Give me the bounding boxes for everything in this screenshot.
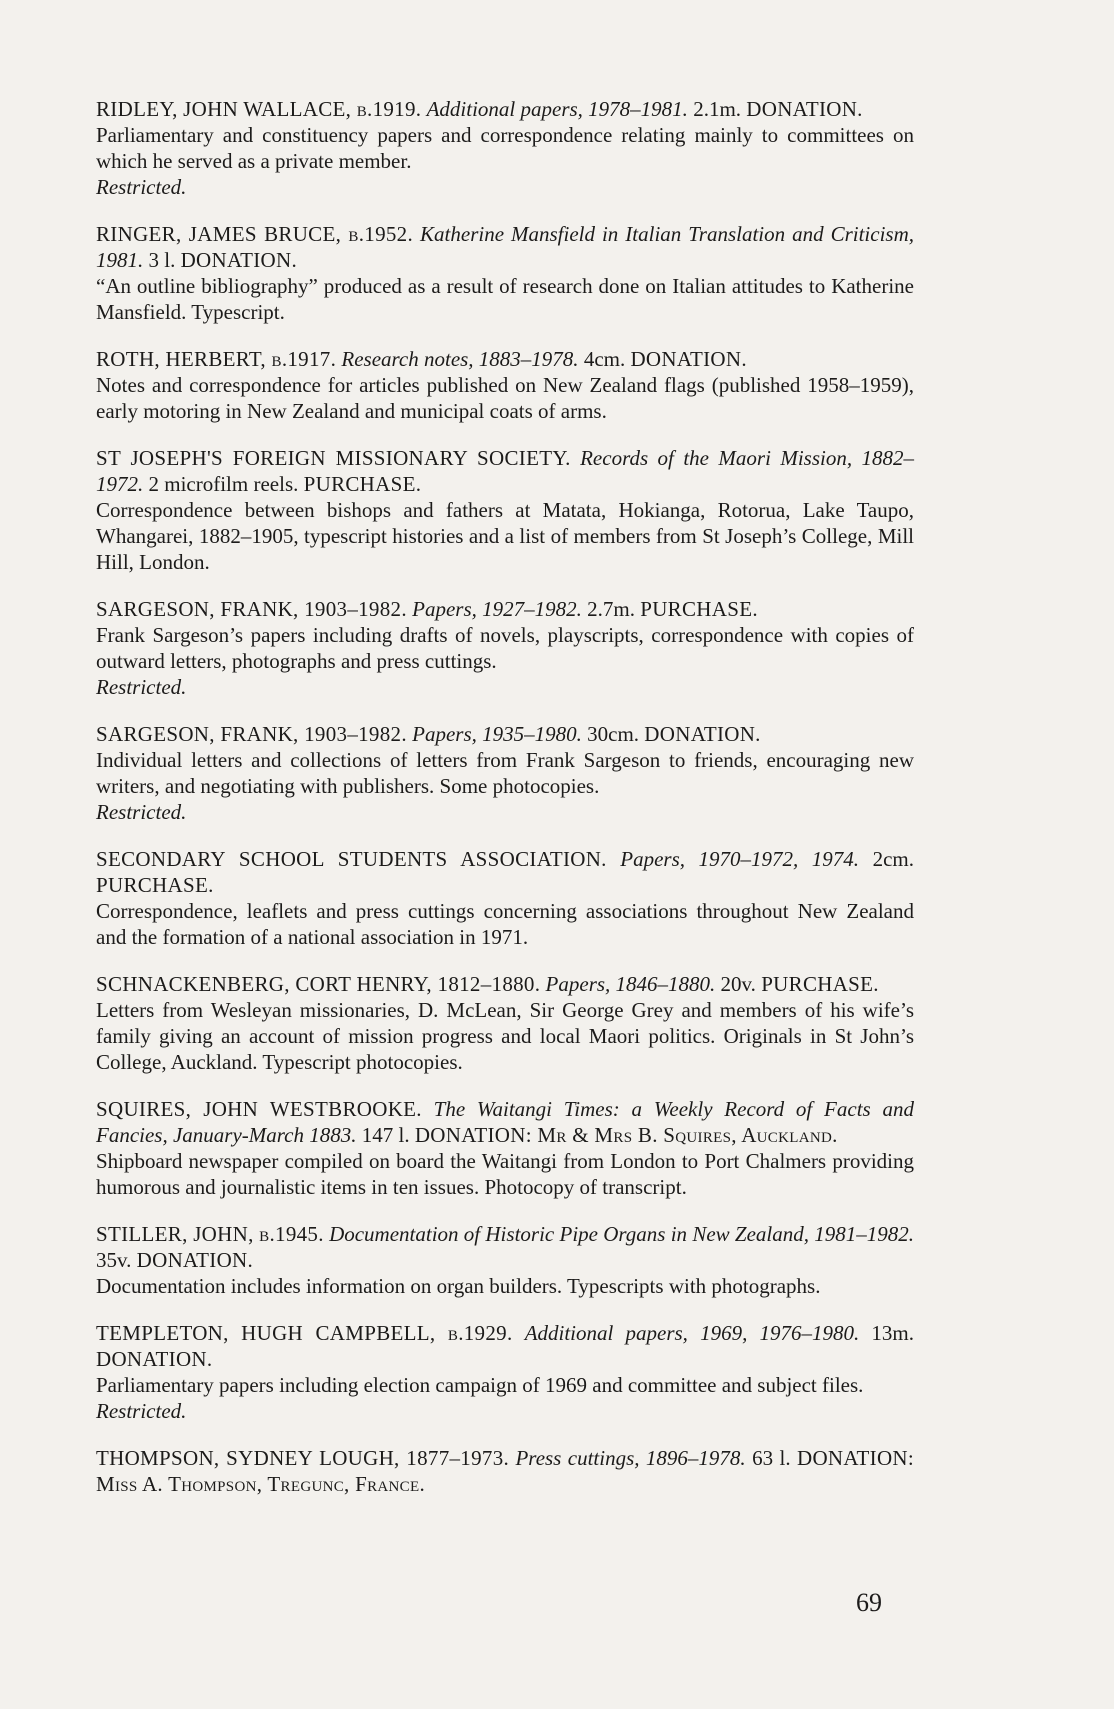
entry-description: Parliamentary and constituency papers and correspondence relating mainly to committees on which he served as a private member. <box>96 123 914 173</box>
entry-name: SCHNACKENBERG, CORT HENRY, 1812–1880. <box>96 972 541 996</box>
entry-description: Documentation includes information on organ builders. Typescripts with photographs. <box>96 1274 821 1298</box>
entry-heading <box>96 221 914 273</box>
entry-acquisition: DONATION. <box>630 347 747 371</box>
entry-title: Papers, 1927–1982. <box>412 597 582 621</box>
entry-title: Documentation of Historic Pipe Organs in New Zealand, 1981–1982. <box>329 1222 915 1246</box>
entry-acquisition: DONATION: Miss A. Thompson, Tregunc, France. <box>96 1446 915 1496</box>
entry-heading <box>96 346 914 372</box>
catalogue-entry <box>96 1320 914 1424</box>
entry-name: SARGESON, FRANK, 1903–1982. <box>96 722 407 746</box>
entry-title: Papers, 1970–1972, 1974. <box>620 847 860 871</box>
entry-restriction-note: Restricted. <box>96 800 187 824</box>
entry-restriction-note: Restricted. <box>96 175 187 199</box>
entry-name: STILLER, JOHN, b.1945. <box>96 1222 324 1246</box>
entry-name: THOMPSON, SYDNEY LOUGH, 1877–1973. <box>96 1446 510 1470</box>
entry-description: Individual letters and collections of letters from Frank Sargeson to friends, encouraging new writers, and negotiating with publishers. Some photocopies. <box>96 748 914 798</box>
entry-extent: 4cm. <box>583 347 626 371</box>
entry-description: Parliamentary papers including election campaign of 1969 and committee and subject files. <box>96 1373 864 1397</box>
entry-extent: 2.7m. <box>587 597 635 621</box>
entry-description: Frank Sargeson’s papers including drafts of novels, playscripts, correspondence with copies of outward letters, photographs and press cuttings. <box>96 623 914 673</box>
entry-acquisition: PURCHASE. <box>303 472 422 496</box>
entry-extent: 2.1m. <box>693 97 742 121</box>
entry-description: Notes and correspondence for articles published on New Zealand flags (published 1958–1959), early motoring in New Zealand and municipal coats of arms. <box>96 373 914 423</box>
catalogue-entry <box>96 1221 914 1299</box>
entry-acquisition: DONATION. <box>96 1347 213 1371</box>
entry-heading <box>96 971 914 997</box>
catalogue-entry <box>96 445 914 575</box>
entry-extent: 20v. <box>720 972 756 996</box>
entry-heading <box>96 1320 914 1372</box>
catalogue-entry <box>96 596 914 700</box>
entry-name: SECONDARY SCHOOL STUDENTS ASSOCIATION. <box>96 847 607 871</box>
entry-acquisition: DONATION. <box>180 248 298 272</box>
page-number: 69 <box>856 1588 882 1617</box>
entry-acquisition: DONATION. <box>136 1248 254 1272</box>
entry-heading <box>96 445 914 497</box>
entry-acquisition: DONATION. <box>746 97 863 121</box>
entry-title: Papers, 1935–1980. <box>412 722 582 746</box>
entry-description: Letters from Wesleyan missionaries, D. McLean, Sir George Grey and members of his wife’s family giving an account of mission progress and local Maori politics. Originals in St John’s College, Auckland. Typescript photocopies. <box>96 998 914 1074</box>
entry-name: TEMPLETON, HUGH CAMPBELL, b.1929. <box>96 1321 513 1345</box>
entry-acquisition: PURCHASE. <box>761 972 879 996</box>
entry-heading <box>96 721 914 747</box>
entry-heading <box>96 596 914 622</box>
entry-acquisition: DONATION. <box>644 722 761 746</box>
catalogue-entry <box>96 846 914 950</box>
entry-title: Press cuttings, 1896–1978. <box>515 1446 746 1470</box>
entry-extent: 35v. <box>96 1248 132 1272</box>
catalogue-entry <box>96 221 914 325</box>
entry-title: Research notes, 1883–1978. <box>341 347 579 371</box>
entry-title: Katherine Mansfield in Italian Translation and Criticism, 1981. <box>96 222 915 272</box>
entry-description: Correspondence between bishops and fathers at Matata, Hokianga, Rotorua, Lake Taupo, Whangarei, 1882–1905, typescript histories and a list of members from St Joseph’s College, Mill Hill, London. <box>96 498 914 574</box>
catalogue-entry <box>96 1445 914 1497</box>
catalogue-entry <box>96 721 914 825</box>
entry-extent: 3 l. <box>148 248 176 272</box>
catalogue-entry <box>96 1096 914 1200</box>
entry-extent: 63 l. <box>752 1446 791 1470</box>
entry-title: Additional papers, 1969, 1976–1980. <box>524 1321 860 1345</box>
entry-name: RINGER, JAMES BRUCE, b.1952. <box>96 222 414 246</box>
entry-title: Additional papers, 1978–1981. <box>426 97 688 121</box>
entry-extent: 30cm. <box>587 722 640 746</box>
entry-acquisition: PURCHASE. <box>96 873 214 897</box>
entry-heading <box>96 846 914 898</box>
entry-description: “An outline bibliography” produced as a result of research done on Italian attitudes to Katherine Mansfield. Typescript. <box>96 274 914 324</box>
entry-extent: 2 microfilm reels. <box>148 472 299 496</box>
catalogue-entry <box>96 96 914 200</box>
entry-restriction-note: Restricted. <box>96 675 187 699</box>
entry-heading <box>96 1221 914 1273</box>
entry-title: Papers, 1846–1880. <box>545 972 716 996</box>
entry-title: Records of the Maori Mission, 1882–1972. <box>96 446 915 496</box>
entry-name: ROTH, HERBERT, b.1917. <box>96 347 337 371</box>
entry-heading <box>96 96 914 122</box>
catalogue-entry <box>96 971 914 1075</box>
entry-title: The Waitangi Times: a Weekly Record of Facts and Fancies, January-March 1883. <box>96 1097 914 1147</box>
entry-acquisition: PURCHASE. <box>640 597 758 621</box>
entry-extent: 147 l. <box>361 1123 410 1147</box>
entry-heading <box>96 1445 914 1497</box>
entry-acquisition: DONATION: Mr & Mrs B. Squires, Auckland. <box>414 1123 838 1147</box>
entry-name: RIDLEY, JOHN WALLACE, b.1919. <box>96 97 422 121</box>
entry-description: Shipboard newspaper compiled on board the Waitangi from London to Port Chalmers providing humorous and journalistic items in ten issues. Photocopy of transcript. <box>96 1149 914 1199</box>
entry-name: ST JOSEPH'S FOREIGN MISSIONARY SOCIETY. <box>96 446 571 470</box>
entry-extent: 13m. <box>871 1321 915 1345</box>
entry-heading <box>96 1096 914 1148</box>
entries-column <box>96 96 914 1518</box>
entry-extent: 2cm. <box>872 847 914 871</box>
catalogue-entry <box>96 346 914 424</box>
entry-name: SARGESON, FRANK, 1903–1982. <box>96 597 407 621</box>
entry-description: Correspondence, leaflets and press cuttings concerning associations throughout New Zealand and the formation of a national association in 1971. <box>96 899 914 949</box>
entry-name: SQUIRES, JOHN WESTBROOKE. <box>96 1097 422 1121</box>
entry-restriction-note: Restricted. <box>96 1399 187 1423</box>
